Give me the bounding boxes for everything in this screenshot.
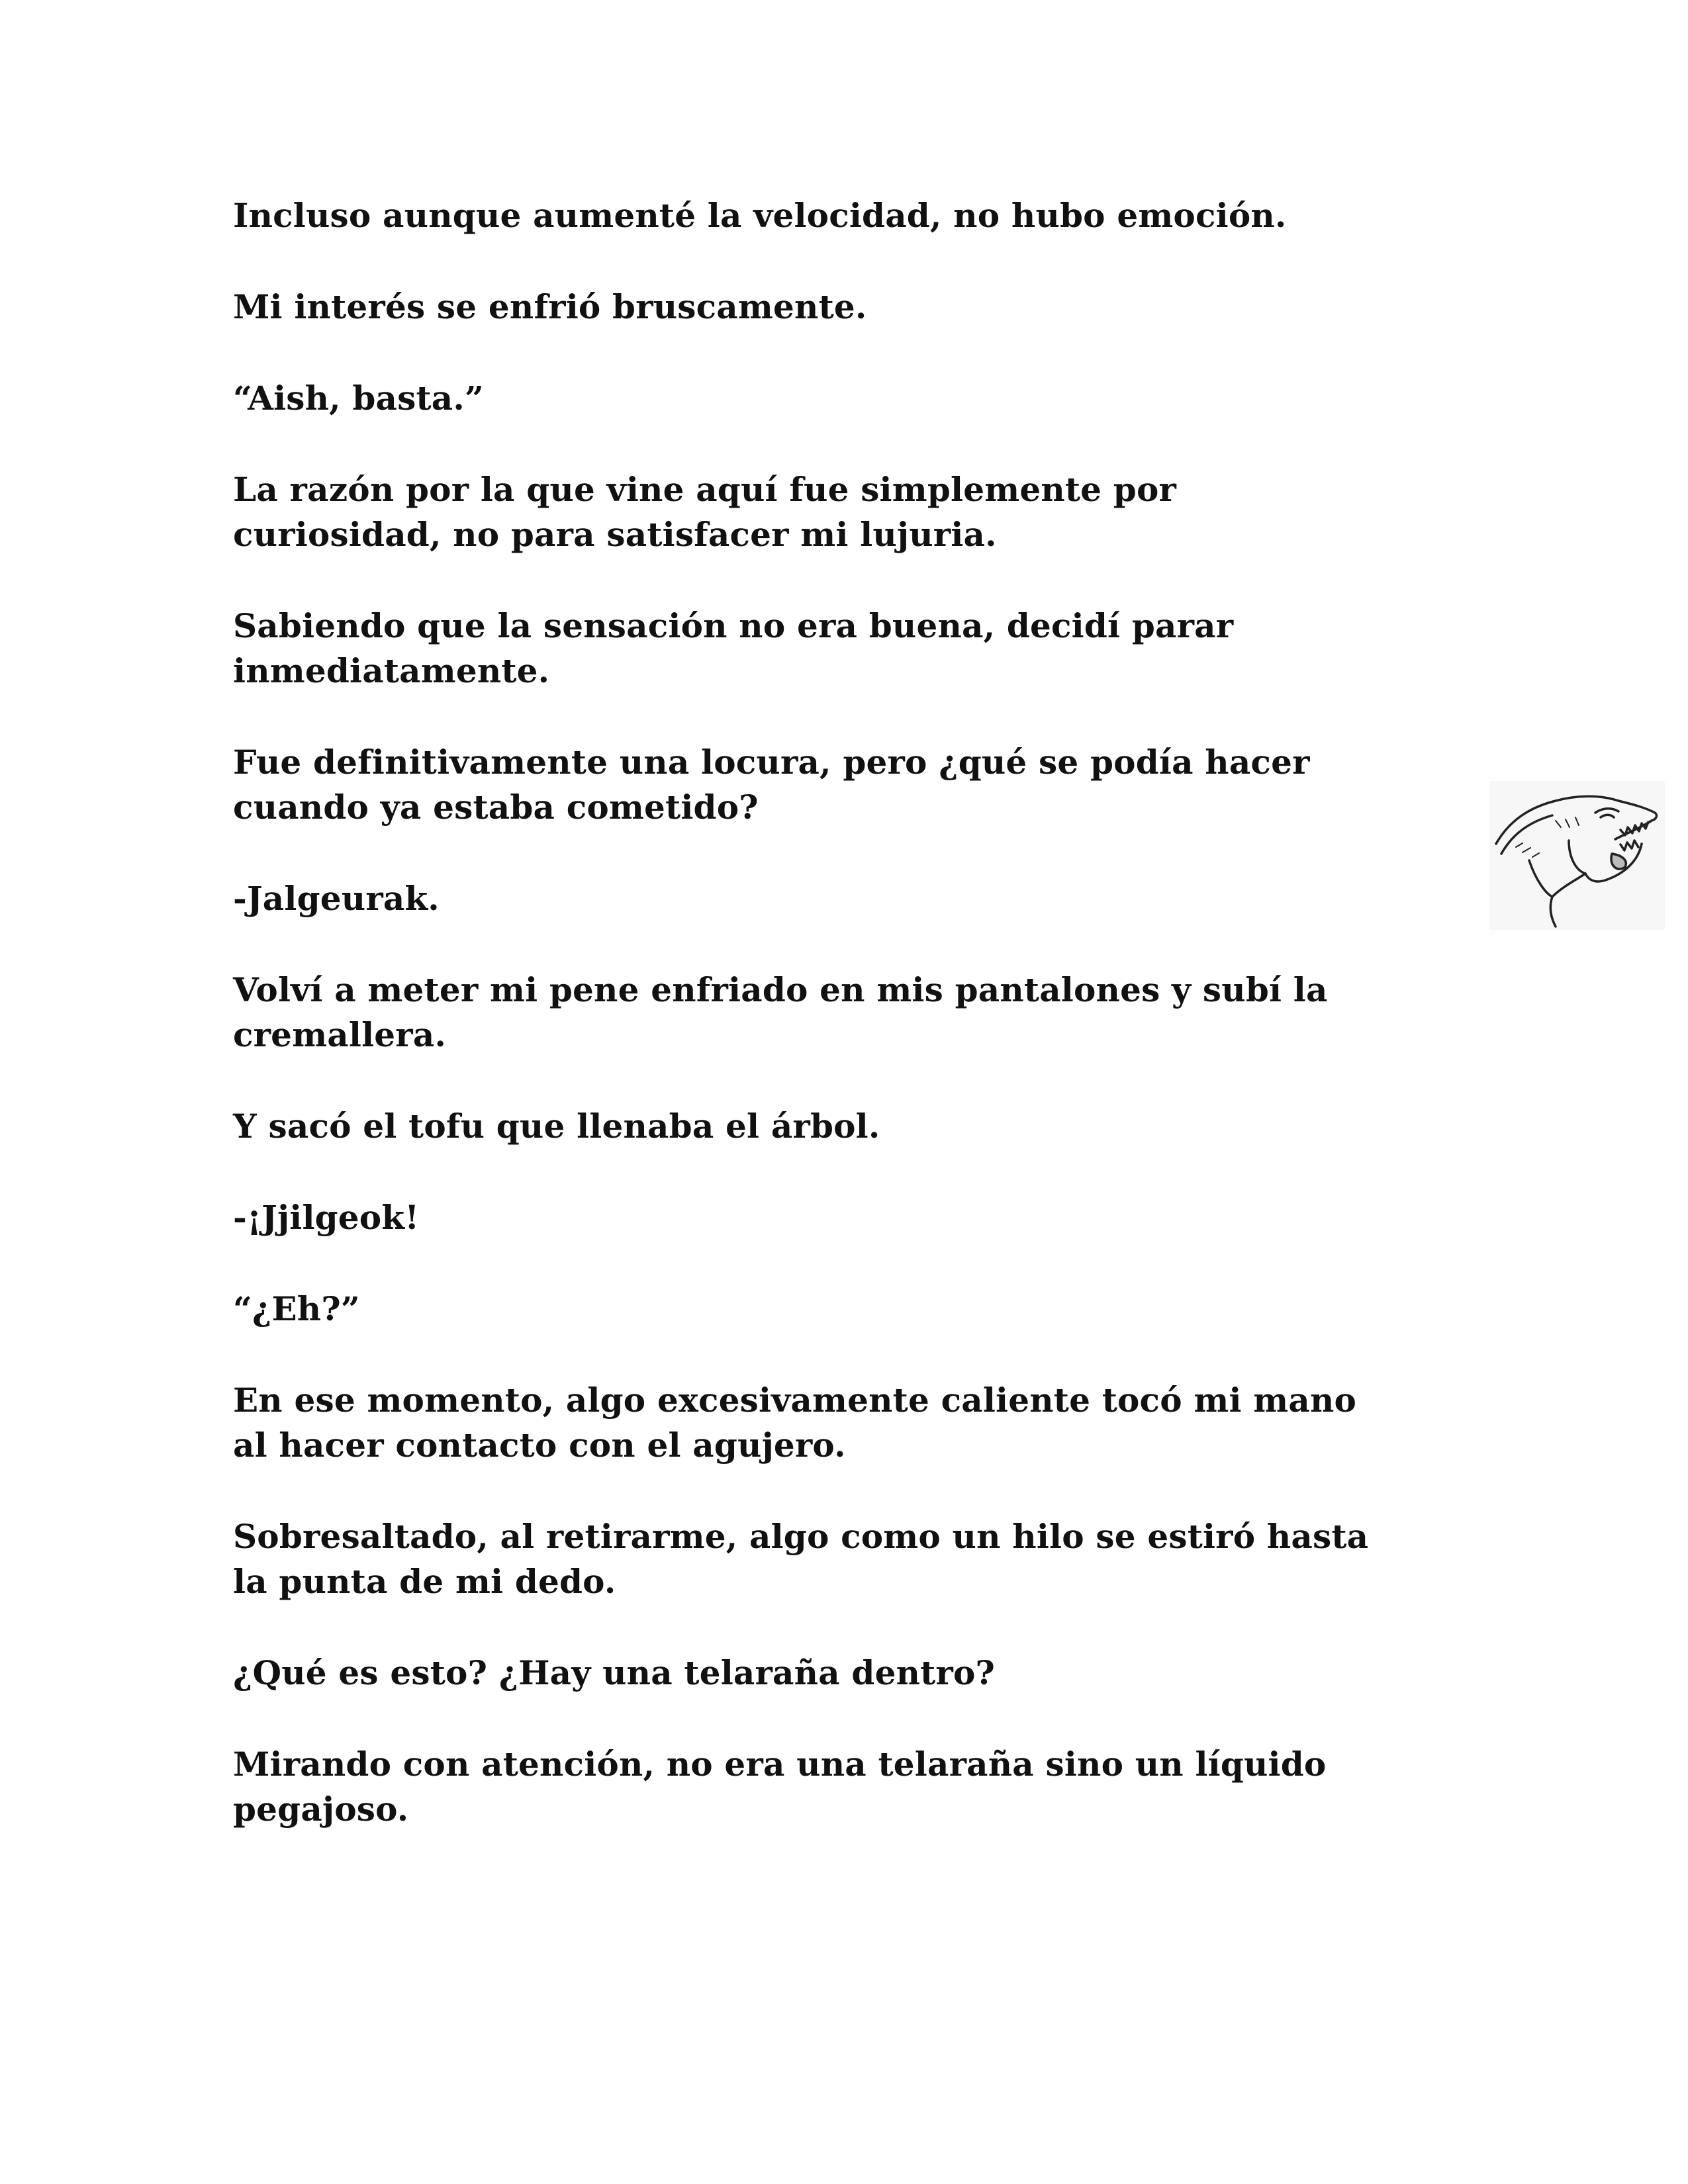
paragraph: -Jalgeurak.	[233, 879, 440, 918]
paragraph: Mirando con atención, no era una telaraña sino un líquido pegajoso.	[233, 1745, 1327, 1829]
paragraph: Sobresaltado, al retirarme, algo como un hilo se estiró hasta la punta de mi dedo.	[233, 1517, 1369, 1601]
paragraph: ¿Qué es esto? ¿Hay una telaraña dentro?	[233, 1653, 996, 1692]
paragraph: Volví a meter mi pene enfriado en mis pantalones y subí la cremallera.	[233, 970, 1328, 1054]
paragraph: La razón por la que vine aquí fue simplemente por curiosidad, no para satisfacer mi lujuria.	[233, 470, 1177, 554]
text-body	[233, 193, 1477, 1878]
paragraph: Incluso aunque aumenté la velocidad, no hubo emoción.	[233, 196, 1287, 235]
paragraph: Mi interés se enfrió bruscamente.	[233, 287, 867, 326]
dinosaur-head-icon	[1489, 781, 1665, 930]
paragraph: Y sacó el tofu que llenaba el árbol.	[233, 1107, 880, 1146]
paragraph: Fue definitivamente una locura, pero ¿qué se podía hacer cuando ya estaba cometido?	[233, 743, 1310, 827]
paragraph: “Aish, basta.”	[233, 379, 484, 418]
paragraph: -¡Jjilgeok!	[233, 1198, 420, 1237]
paragraph: Sabiendo que la sensación no era buena, decidí parar inmediatamente.	[233, 606, 1234, 690]
paragraph: En ese momento, algo excesivamente caliente tocó mi mano al hacer contacto con el agujero.	[233, 1381, 1357, 1465]
paragraph: “¿Eh?”	[233, 1289, 360, 1328]
